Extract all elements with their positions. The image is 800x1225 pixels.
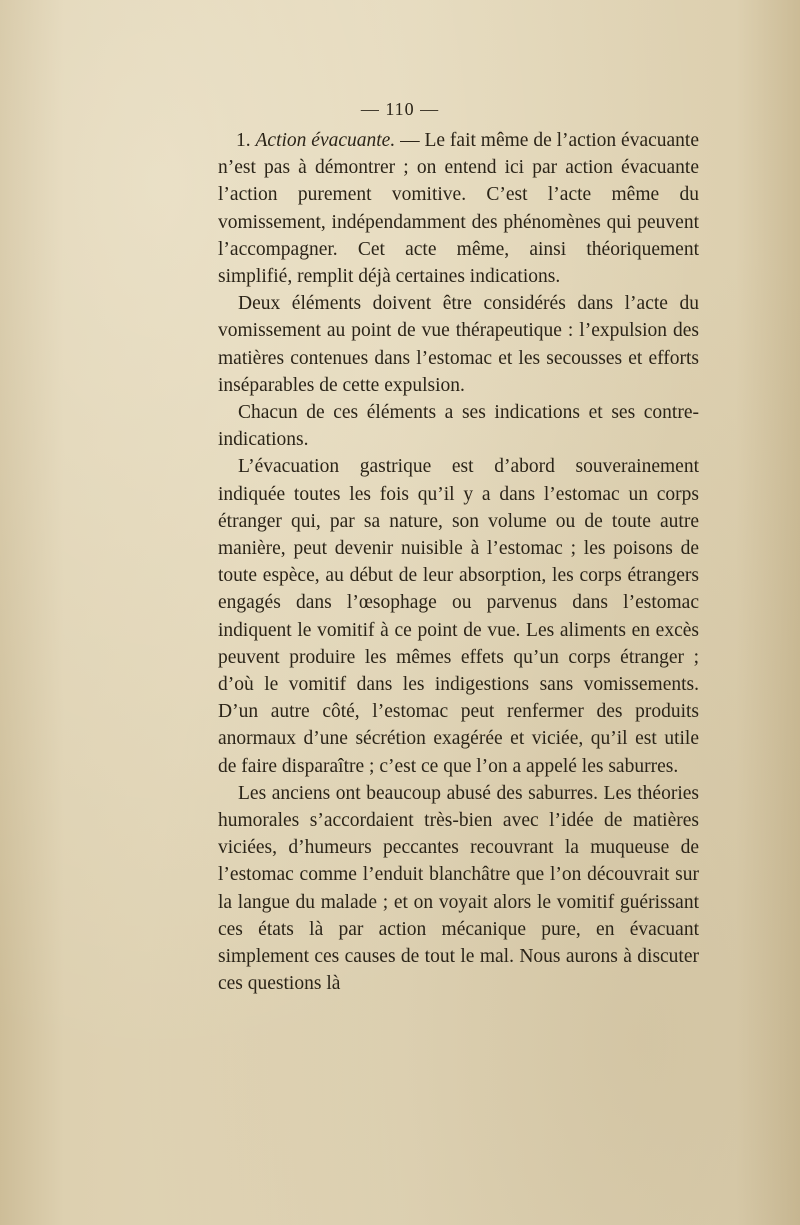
section-number: 1. [236, 130, 251, 151]
section-title: Action évacuante. [255, 130, 396, 151]
paragraph-text: — Le fait même de l’action évacuante n’est pas à démontrer ; on entend ici par action évacuante l’action purement vomitive. C’est l’acte même du vomissement, indépendamment des phénomènes qui peuvent l’accompagner. Cet acte même, ainsi théoriquement simplifié, remplit déjà certaines indications. [218, 130, 699, 288]
page-number: — 110 — [360, 99, 440, 119]
paragraph-deux-elements: Deux éléments doivent être considérés dans l’acte du vomissement au point de vue thérapeutique : l’expulsion des matières contenues dans l’estomac et les secousses et efforts inséparables de cette expulsion. [218, 293, 699, 396]
paragraph-evacuation-gastrique: L’évacuation gastrique est d’abord souverainement indiquée toutes les fois qu’il y a dans l’estomac un corps étranger qui, par sa nature, son volume ou de toute autre manière, peut devenir nuisible à l’estomac ; les poisons de toute espèce, au début de leur absorption, les corps étrangers engagés dans l’œsophage ou parvenus dans l’estomac indiquent le vomitif à ce point de vue. Les aliments en excès peuvent produire les mêmes effets qu’un corps étranger ; d’où le vomitif dans les indigestions sans vomissements. D’un autre côté, l’estomac peut renfermer des produits anormaux d’une sécrétion exagérée et viciée, qu’il est utile de faire disparaître ; c’est ce que l’on a appelé les saburres. [218, 456, 699, 777]
paragraph-chacun: Chacun de ces éléments a ses indications et ses contre-indications. [218, 402, 699, 451]
paragraph-les-anciens: Les anciens ont beaucoup abusé des saburres. Les théories humorales s’accordaient très-bien avec l’idée de matières viciées, d’humeurs peccantes recouvrant la muqueuse de l’estomac comme l’enduit blanchâtre que l’on découvrait sur la langue du malade ; et on voyait alors le vomitif guérissant ces états là par action mécanique pure, en évacuant simplement ces causes de tout le mal. Nous aurons à discuter ces questions là [218, 782, 699, 995]
body-text [218, 127, 699, 998]
paragraph-action-evacuante [218, 127, 699, 290]
